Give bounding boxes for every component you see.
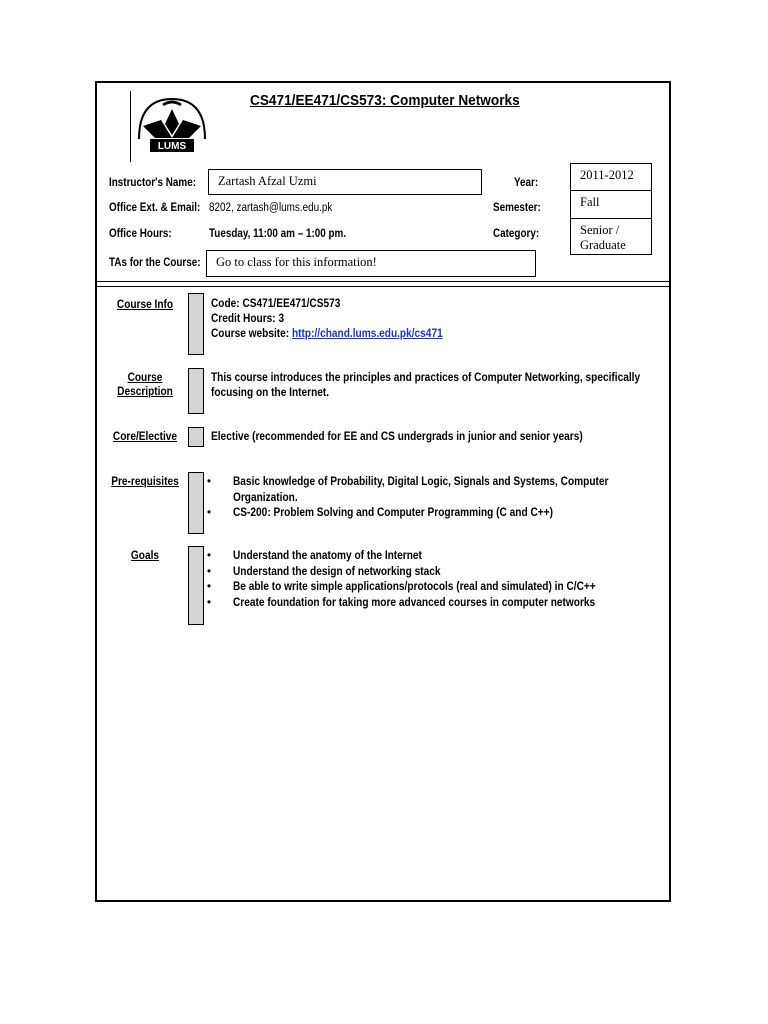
tas-value: Go to class for this information! — [216, 255, 377, 269]
course-info-bar — [188, 293, 204, 355]
list-item — [207, 506, 660, 522]
goals-bar — [188, 546, 204, 625]
list-item — [207, 596, 645, 612]
goal-4: Create foundation for taking more advanced courses in computer networks — [233, 596, 596, 609]
prereq-1-line-2: Organization. — [233, 491, 298, 504]
website-prefix: Course website: — [211, 328, 292, 340]
description-label — [112, 371, 177, 399]
description-bar — [188, 368, 204, 414]
tas-box — [206, 250, 536, 277]
instructor-label: Instructor's Name: — [109, 177, 196, 189]
description-line-2: focusing on the Internet. — [211, 387, 330, 399]
goal-3: Be able to write simple applications/protocols (real and simulated) in C/C++ — [233, 581, 596, 593]
semester-label: Semester: — [493, 202, 541, 214]
category-line-1: Senior / — [580, 223, 620, 237]
lums-logo — [133, 93, 211, 155]
header-divider — [95, 281, 671, 287]
bullet-icon: • — [207, 476, 212, 488]
bullet-icon: • — [207, 581, 212, 593]
goal-1: Understand the anatomy of the Internet — [233, 550, 422, 562]
bullet-icon: • — [207, 507, 212, 519]
credit-hours: Credit Hours: 3 — [211, 313, 285, 325]
goals-label: Goals — [130, 550, 160, 562]
core-elective-bar — [188, 427, 204, 447]
category-label: Category: — [493, 228, 540, 240]
description-label-line-2: Description — [117, 386, 173, 398]
year-label: Year: — [514, 177, 539, 189]
instructor-name-box — [208, 169, 482, 195]
semester-value: Fall — [580, 195, 600, 209]
goal-2: Understand the design of networking stack — [233, 565, 441, 578]
year-box — [570, 163, 652, 191]
course-website-link[interactable]: http://chand.lums.edu.pk/cs471 — [291, 328, 443, 340]
description-line-1: This course introduces the principles and practices of Computer Networking, specifically — [211, 372, 641, 384]
logo-divider — [130, 91, 131, 162]
course-info-label: Course Info — [116, 299, 174, 311]
core-elective-label: Core/Elective — [112, 431, 178, 443]
prerequisites-label: Pre-requisites — [111, 476, 179, 488]
semester-box — [570, 190, 652, 219]
bullet-icon: • — [207, 596, 212, 609]
office-hours-label: Office Hours: — [109, 228, 172, 240]
course-code: Code: CS471/EE471/CS573 — [211, 298, 341, 310]
course-website — [211, 327, 443, 342]
category-box — [570, 218, 652, 255]
office-hours-value: Tuesday, 11:00 am – 1:00 pm. — [209, 228, 347, 240]
description-label-line-1: Course — [127, 372, 163, 384]
prerequisites-bar — [188, 472, 204, 534]
year-value: 2011-2012 — [580, 168, 634, 182]
category-line-2: Graduate — [580, 238, 626, 252]
course-title: CS471/EE471/CS573: Computer Networks — [250, 93, 520, 109]
prereq-2-line-1: CS-200: Problem Solving and Computer Programming (C and C++) — [233, 507, 553, 519]
office-value: 8202, zartash@lums.edu.pk — [209, 202, 333, 214]
tas-label: TAs for the Course: — [109, 257, 201, 269]
list-item — [207, 565, 645, 581]
core-elective-text: Elective (recommended for EE and CS undergrads in junior and senior years) — [211, 431, 583, 443]
course-info-content — [211, 297, 443, 342]
list-item — [207, 549, 645, 565]
instructor-name: Zartash Afzal Uzmi — [218, 174, 317, 188]
prereq-1-line-1: Basic knowledge of Probability, Digital Logic, Signals and Systems, Computer — [233, 476, 609, 488]
description-content — [211, 371, 640, 401]
logo-text: LUMS — [157, 141, 187, 152]
bullet-icon: • — [207, 565, 212, 578]
bullet-icon: • — [207, 550, 212, 562]
office-label: Office Ext. & Email: — [109, 202, 201, 214]
goals-list — [207, 549, 645, 611]
list-item — [207, 580, 645, 596]
list-item — [207, 475, 660, 506]
prerequisites-list — [207, 475, 660, 522]
